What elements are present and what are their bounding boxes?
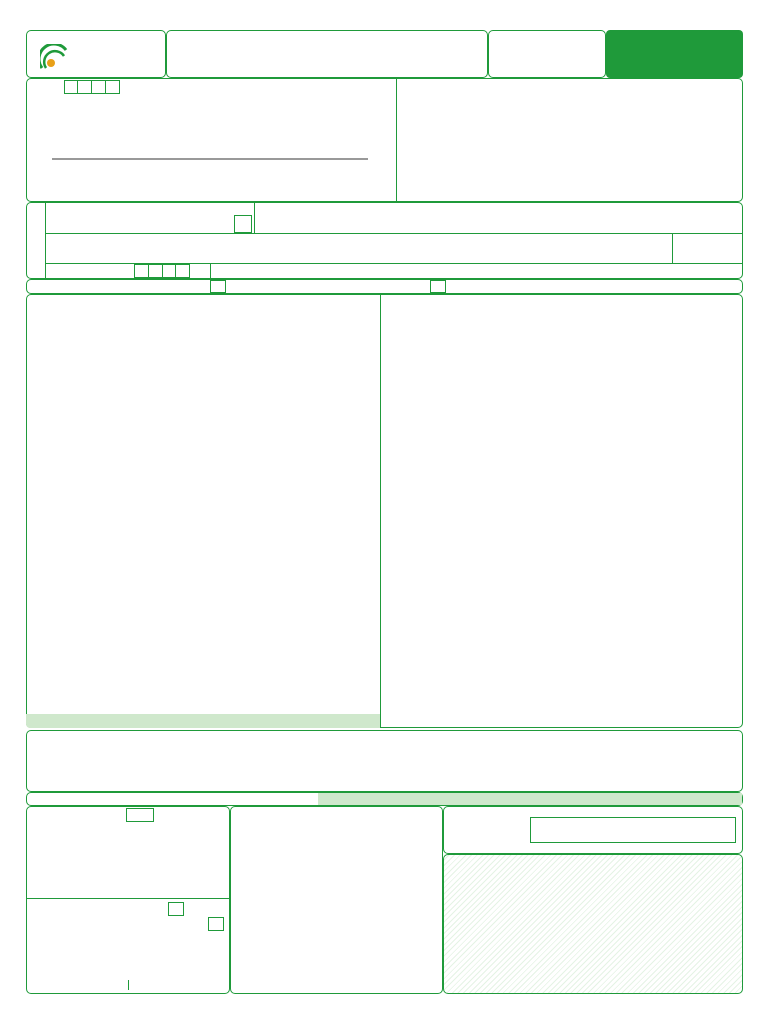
pago-input[interactable] (530, 817, 736, 843)
firma-box (26, 806, 230, 994)
dian-logo-icon (40, 44, 68, 70)
fraccion-box (26, 279, 743, 294)
declarante-section (28, 204, 44, 277)
fraccion-checkbox[interactable] (210, 280, 226, 293)
sello-box (230, 806, 443, 994)
year-digit[interactable] (78, 80, 92, 94)
dv-input[interactable] (234, 215, 252, 233)
year-digit[interactable] (64, 80, 78, 94)
header-title-box (166, 30, 488, 78)
services-box (26, 730, 743, 792)
privada-box (488, 30, 606, 78)
espacio-996-box (443, 854, 743, 994)
year-digits (64, 80, 120, 94)
left-column (26, 295, 380, 714)
representacion-input[interactable] (126, 808, 154, 822)
year-digit[interactable] (106, 80, 120, 94)
right-column (380, 295, 743, 727)
year-digit[interactable] (92, 80, 106, 94)
contador-checkbox[interactable] (168, 902, 184, 916)
form-number-box (606, 30, 743, 78)
actividad-input[interactable] (134, 264, 190, 278)
salvedades-checkbox[interactable] (208, 917, 224, 931)
year-box (26, 78, 743, 202)
cambio-checkbox[interactable] (430, 280, 446, 293)
